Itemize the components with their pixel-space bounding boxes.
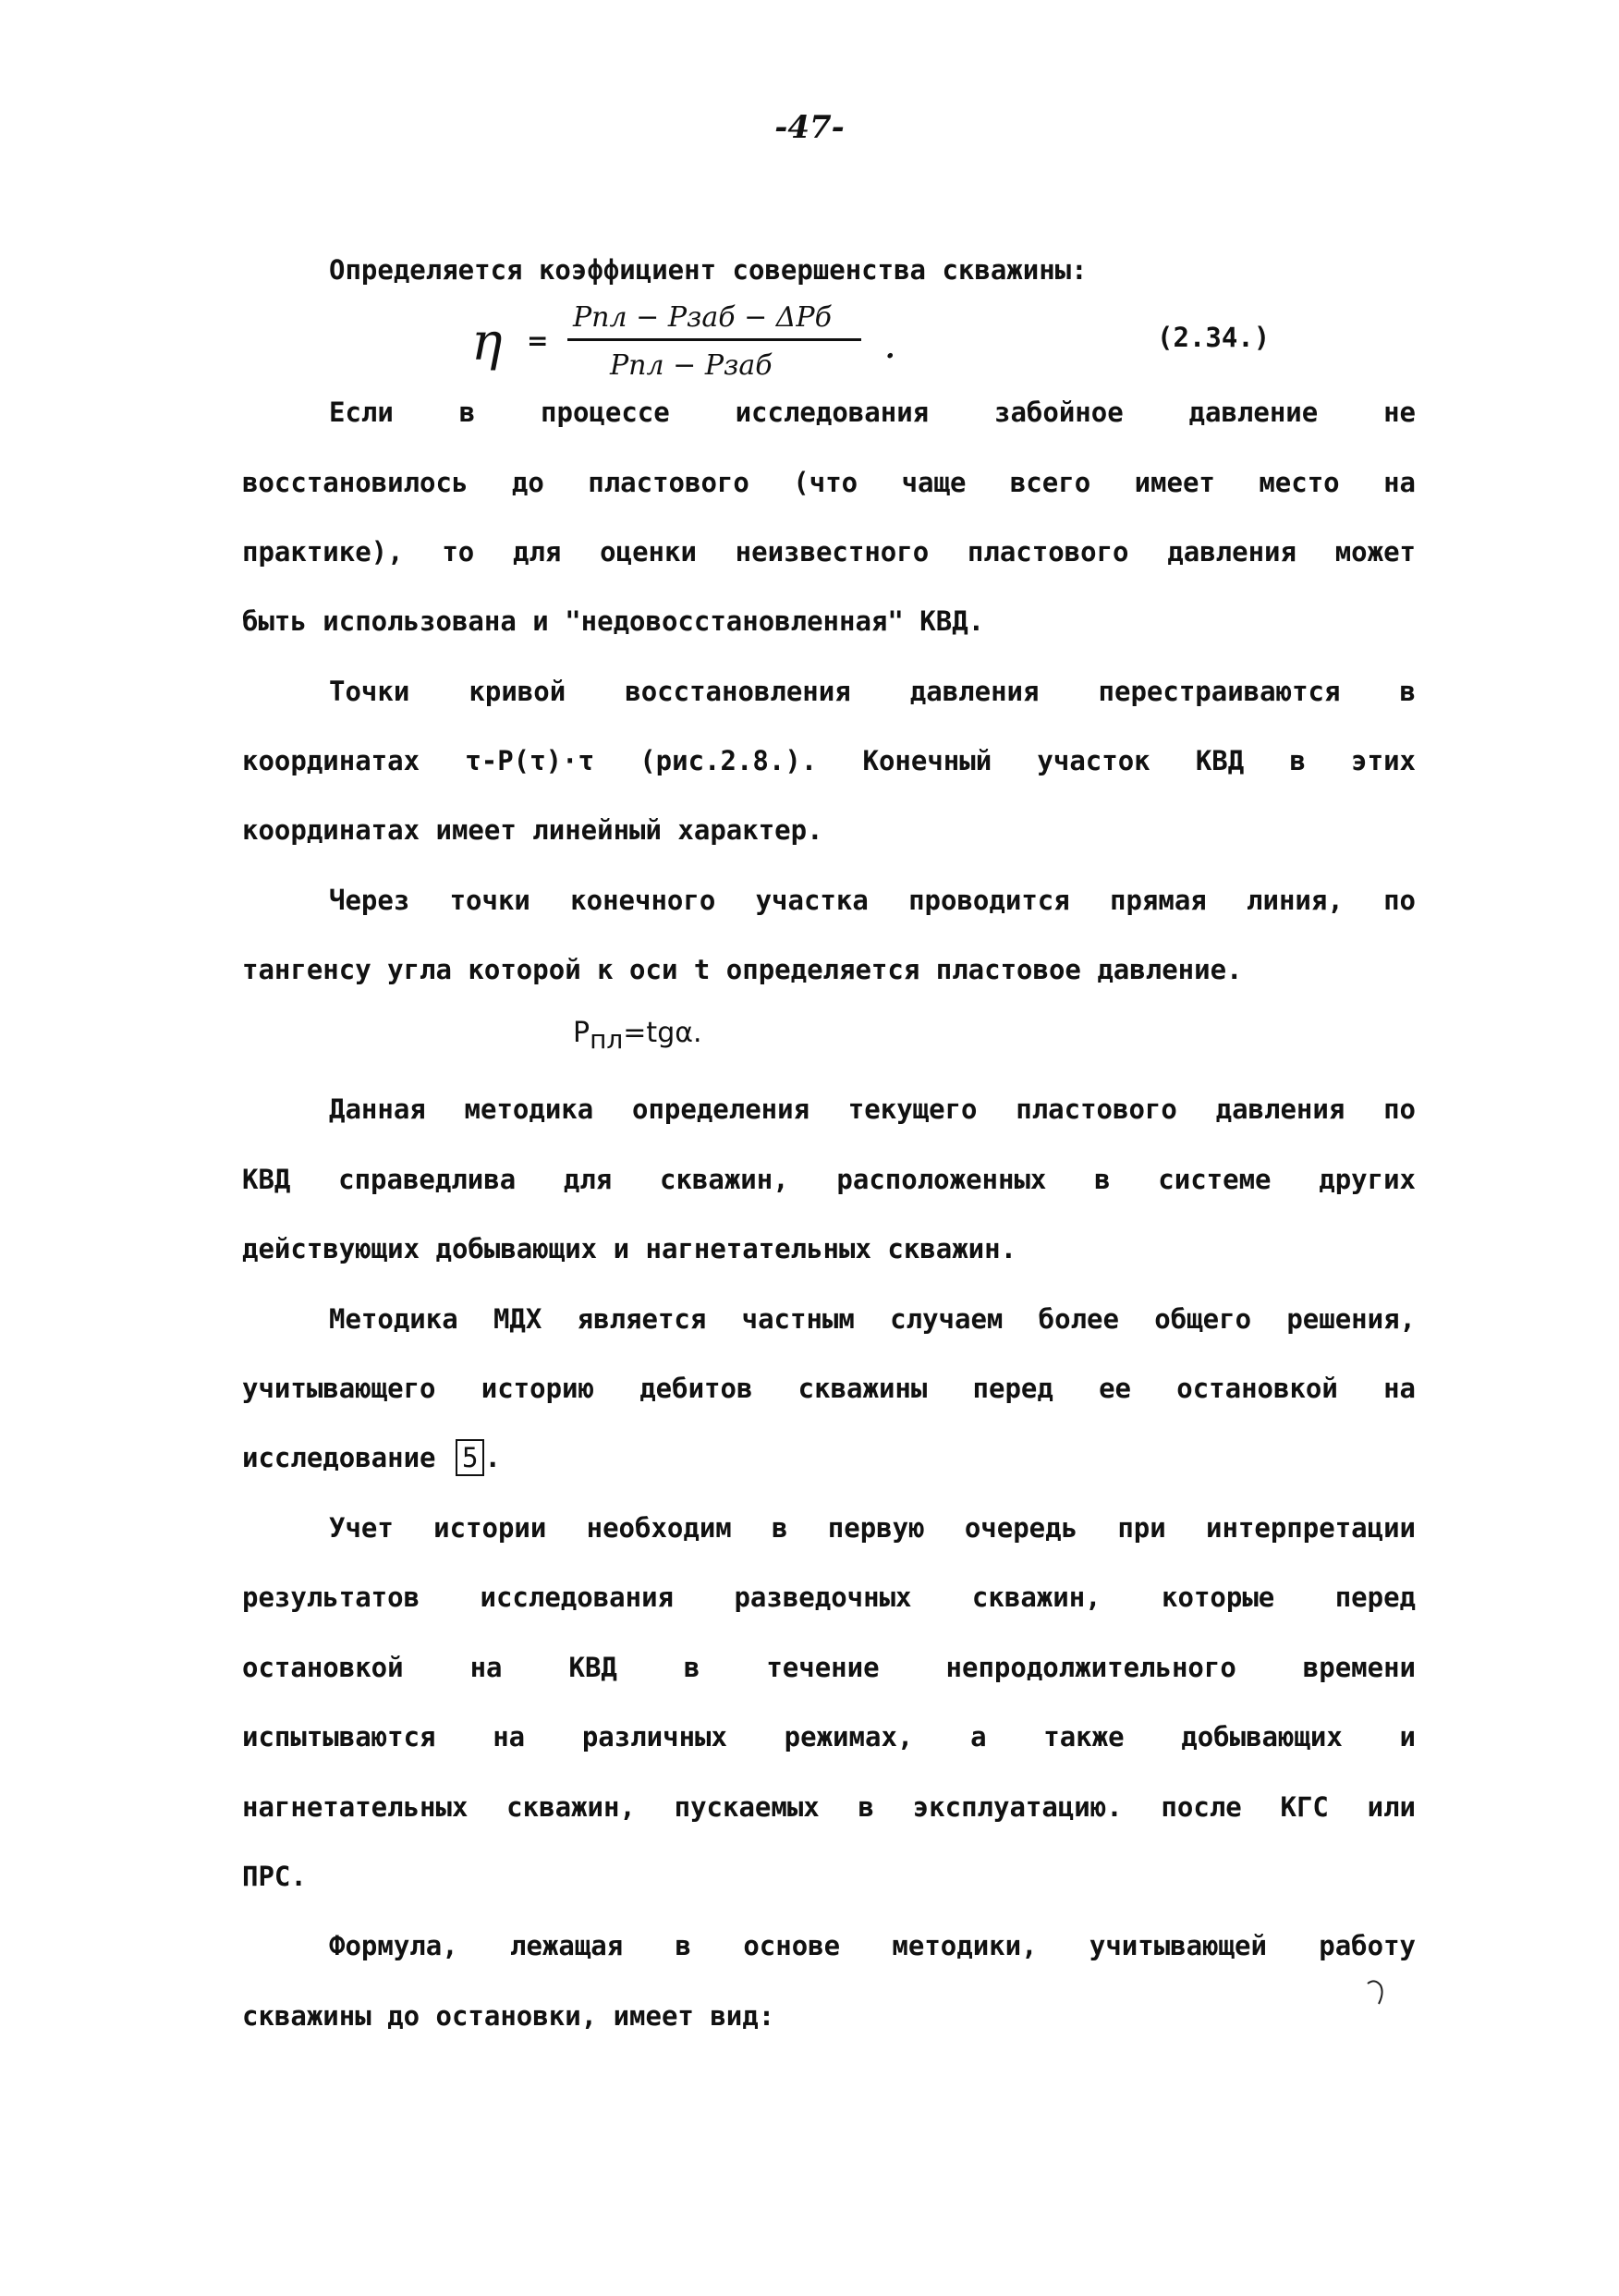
paragraph-line-with-reference bbox=[242, 1439, 1416, 1476]
paragraph-line: результатов исследования разведочных скважин, которые перед bbox=[242, 1582, 1416, 1613]
paragraph-line: остановкой на КВД в течение непродолжительного времени bbox=[242, 1652, 1416, 1683]
intro-line: Определяется коэффициент совершенства скважины: bbox=[329, 254, 1088, 286]
paragraph-line: практике), то для оценки неизвестного пластового давления может bbox=[242, 536, 1416, 568]
paragraph-line: Точки кривой восстановления давления перестраиваются в bbox=[329, 676, 1416, 707]
paragraph-line: тангенсу угла которой к оси t определяется пластовое давление. bbox=[242, 954, 1243, 985]
paragraph-line: ПРС. bbox=[242, 1861, 307, 1892]
paragraph-line: КВД справедлива для скважин, расположенных в системе других bbox=[242, 1164, 1416, 1195]
formula-equals: = bbox=[527, 325, 549, 356]
paragraph-line: быть использована и "недовосстановленная" КВД. bbox=[242, 605, 985, 637]
formula-numerator: Pпл − Pзаб − ΔPб bbox=[573, 301, 832, 334]
paragraph-line: Методика МДХ является частным случаем более общего решения, bbox=[329, 1303, 1416, 1335]
formula-coefficient bbox=[471, 294, 1284, 396]
reference-tail: . bbox=[484, 1442, 501, 1473]
formula-p-subscript: пл bbox=[590, 1024, 624, 1055]
paragraph-line: действующих добывающих и нагнетательных скважин. bbox=[242, 1233, 1017, 1264]
paragraph-line: Через точки конечного участка проводится прямая линия, по bbox=[329, 885, 1416, 916]
equation-number: (2.34.) bbox=[1157, 322, 1271, 353]
paragraph-line: нагнетательных скважин, пускаемых в эксплуатацию. после КГС или bbox=[242, 1791, 1416, 1823]
paragraph-text: исследование bbox=[242, 1442, 436, 1473]
paragraph-line: восстановилось до пластового (что чаще всего имеет место на bbox=[242, 467, 1416, 498]
paragraph-line: Если в процессе исследования забойное давление не bbox=[329, 397, 1416, 428]
formula-reservoir-pressure bbox=[573, 1017, 702, 1055]
handwritten-mark bbox=[1364, 1976, 1397, 2008]
reference-box: 5 bbox=[456, 1439, 484, 1476]
paragraph-line: координатах имеет линейный характер. bbox=[242, 814, 823, 846]
formula-p: P bbox=[573, 1017, 590, 1049]
formula-eta: η bbox=[471, 312, 503, 372]
fraction-bar bbox=[567, 338, 861, 341]
paragraph-line: Учет истории необходим в первую очередь при интерпретации bbox=[329, 1512, 1416, 1544]
formula-denominator: Pпл − Pзаб bbox=[610, 349, 773, 382]
paragraph-line: Данная методика определения текущего пластового давления по bbox=[329, 1093, 1416, 1125]
formula-dot: . bbox=[885, 333, 895, 365]
paragraph-line: Формула, лежащая в основе методики, учитывающей работу bbox=[329, 1930, 1416, 1961]
paragraph-line: учитывающего историю дебитов скважины перед ее остановкой на bbox=[242, 1373, 1416, 1404]
formula-rhs: =tgα. bbox=[623, 1017, 702, 1049]
paragraph-line: испытываются на различных режимах, а также добывающих и bbox=[242, 1721, 1416, 1753]
paragraph-line: координатах τ-P(τ)·τ (рис.2.8.). Конечный участок КВД в этих bbox=[242, 745, 1416, 776]
page-number: -47- bbox=[774, 109, 845, 146]
paragraph-line: скважины до остановки, имеет вид: bbox=[242, 2000, 775, 2032]
